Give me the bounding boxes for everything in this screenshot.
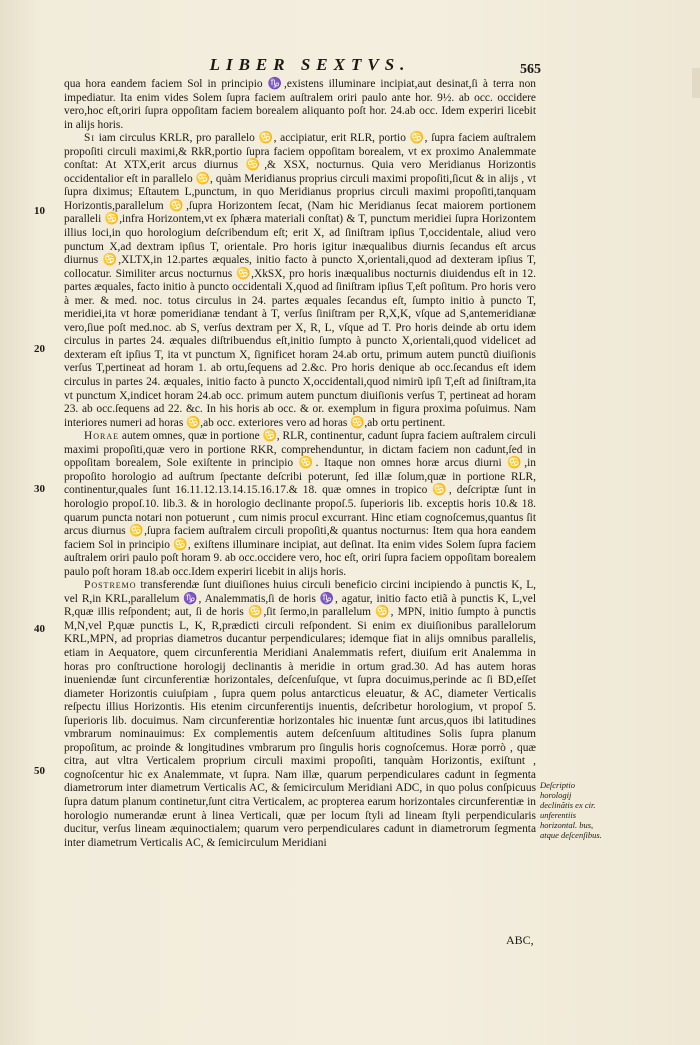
page-edge-mark: [692, 68, 700, 98]
line-number: 50: [34, 765, 45, 777]
paragraph-lead: Si: [84, 132, 95, 145]
paragraph-lead: Postremo: [84, 579, 137, 592]
main-text-block: [64, 78, 536, 850]
paragraph-lead: Horae: [84, 430, 120, 443]
catchword: ABC,: [506, 933, 534, 947]
paragraph: [64, 579, 536, 850]
running-head: LIBER SEXTVS.: [209, 55, 411, 74]
paragraph-text: iam circulus KRLR, pro parallelo ♋, accipiatur, erit RLR, portio ♋, ſupra faciem auſtralem propoſiti circuli maximi,& RkR,portio ſupra faciem oppoſitam borealem, vt ex proximo Analemmate conſtat: At XTX,erit arcus diurnus ♋,& XSX, nocturnus. Quia vero Meridianus Horizontis occidentalior eſt in parallelo ♋, quàm Meridianus proprius circuli maximi propoſiti,ſicut & in alijs , vt ſupra diximus; Eſtautem L,punctum, in quo Meridianus proprius circuli maximi propoſiti,tanquam Horizontis,parallelum ♋,ſupra Horizontem ſecat, (Nam hic Meridianus ſecat maiorem portionem paralleli ♋,infra Horizontem,vt ex ſphæra materiali conſtat) & T, punctum meridiei ſupra Horizontem illius loci,in quo horologium deſcribendum eſt; erit X, ad ſiniſtram ipſius T,occidentale, aliud vero punctum X,ad dextram ipſius T, orientale. Pro horis igitur inæqualibus diurnis ſecandus eſt arcus diurnus ♋,XLTX,in 12.partes æquales, initio facto à puncto X,orientali,quod ad dexteram ipſius T, collocatur. Similiter arcus nocturnus ♋,XkSX, pro horis inæqualibus nocturnis diuidendus eſt in 12. partes æquales, facto initio à puncto occidentali X,quod ad ſiniſtram ipſius T,eſt poſitum. Pro horis vero à mer. & med. noc. totus circulus in 24. partes æquales ſecandus eſt, ſumpto initio à puncto T, meridiei,ita vt horæ pomeridianæ tendant à T, verſus ſiniſtram per R,X,K, vſque ad S,antemeridianæ vero,ſiue poſt med.noc. ab S, verſus dextram per X, R, L, vſque ad T. Pro horis deinde ab ortu idem circulus in partes 24. æquales diſtribuendus eſt,initio ſumpto à puncto X,orientali,quod videlicet ad dexteram eſt ipſius T, ita vt punctum X, ſignificet horam 24.ab ortu, primum autem punctũ diuiſionis verſus T,pertineat ad horam 1. ab ortu,ſequens ad 2.&c. Pro horis denique ab occ.ſecandus eſt idem circulus in partes 24. æquales, initio facto à puncto X,occidentali,quod nimirũ ipſi T,eſt ad ſiniſtram,ita vt punctum X,indicet horam 24.ab occ. primum autem punctum diuiſionis verſus T, pertineat ad horam 23. ab occ.ſequens ad 22. &c. In his horis ab occ. & or. exemplum in figura proxima poſuimus. Nam interiores numeri ad horas ♋,ab occ. exteriores vero ad horas ♋,ab ortu pertinent.: [64, 132, 536, 429]
line-number: 30: [34, 483, 45, 495]
paragraph: [64, 78, 536, 132]
line-number: 40: [34, 623, 45, 635]
page-number: 565: [520, 62, 541, 77]
paragraph-text: transferendæ ſunt diuiſiones huius circuli beneficio circini incipiendo à punctis K, L, vel R,in KRL,parallelum ♑, Analemmatis,ſi de horis ♑, agatur, initio facto etiã à punctis K, L,vel R,quæ illis reſpondent; aut, ſi de horis ♋,ſit ſermo,in parallelum ♋, MPN, initio ſumpto à punctis M,N,vel P,quæ punctis L, K, R,prædicti circuli reſpondent. Si enim ex diuiſionibus parallelorum KRL,MPN, ad proprias diametros ducantur perpendiculares; idemque fiat in alijs omnibus parallelis, etiam in Aequatore, quem circunferentia Meridiani Analemmatis refert, diuiſum erit Analemma in horas pro conſtructione horologij declinantis à meridie in ortum grad.30. Ad has autem horas inueniendæ ſunt circunferentiæ horizontales, deſcenſuſque, vt ſupra docuimus,perinde ac ſi BD,eſſet diameter Horizontis cuiuſpiam , ſupra quem polus antarcticus eleuatur, & AC, diameter Verticalis reſpectu illius Horizontis. His etenim circunferentijs inuentis, deſcribetur horologium, vt propoſ 5. ſuperioris lib. docuimus. Nam circunferentiæ horizontales hic inuentæ ſunt arcus,quos ibi latitudines vmbrarum nominauimus: Ex complementis autem deſcenſuum altitudines Solis ſupra planum propoſitum, ac proinde & longitudines vmbrarum pro ſingulis horis cognoſcemus. Horæ porrò , quæ citra, aut vltra Verticalem proprium circuli maximi propoſiti, tanquàm Horizontis, exiſtunt , cognoſcentur hic ex Analemmate, vt ſupra. Nam illæ, quarum perpendiculares cadunt in ſegmenta diametrorum inter diametrum Verticalis AC, & ſemicirculum Meridiani ADC, in quo polus conſpicuus ſupra datum planum continetur,ſunt citra Verticalem, ac propterea earum horizontales circunferentiæ in horologio numerandæ erunt à linea Verticali, quæ per locum ſtyli ad lineam ſtyli perpendicularis ducitur, verſus lineam æquinoctialem; quarum vero perpendiculares cadunt in diametrorum ſegmenta inter diametrum Verticalis AC, & ſemicirculum Meridiani: [64, 579, 537, 849]
line-number: 10: [34, 205, 45, 217]
paragraph-text: autem omnes, quæ in portione ♋, RLR, continentur, cadunt ſupra faciem auſtralem circuli maximi propoſiti,quæ vero in portione RKR, comprehenduntur, in dictam faciem non cadunt,ſed in oppoſitam borealem, Sole exiſtente in principio ♋. Itaque non omnes horæ arcus diurni ♋,in propoſito horologio ad auſtrum ſpectante deſcribi poterunt, ſed illæ ſolum,quæ in portione RLR, continentur,quales ſunt 16.11.12.13.14.15.16.17.& 18. quæ omnes in tropico ♋, deſcriptæ ſunt in horologio propoſ.10. lib.3. & in horologio declinante propoſ.5. ſuperioris lib. exceptis horis 10.& 18. quarum puncta notari non potuerunt , cum nimis procul excurrant. Hinc etiam cognoſcemus,quantus ſit arcus diurnus ♋,ſupra faciem auſtralem circuli propoſiti,& quantus nocturnus: Item qua hora eandem faciem Sol in principio ♋, exiſtens illuminare incipiat, aut deſinat. Ita enim vides Solem ſupra faciem auſtralem oriri paulo poſt horam 9. ab occ.occidere vero, hoc eſt, oriri ſupra faciem oppoſitam borealem paulo poſt horam 18.ab occ.Idem experiri licebit in alijs horis.: [64, 430, 536, 578]
line-number: 20: [34, 343, 45, 355]
paragraph: [64, 132, 536, 430]
marginal-note: Deſcriptio horologij declinãtis ex cir. unferentiis horizontal. bus, atque deſcenſibus.: [540, 780, 602, 840]
paragraph: [64, 430, 536, 579]
paragraph-text: qua hora eandem faciem Sol in principio ♑,existens illuminare incipiat,aut desinat,ſi à terra non impediatur. Ita enim vides Solem ſupra faciem auſtralem oriri paulo ante hor. 9½. ab occ. occidere vero,hoc eſt,oriri ſupra oppoſitam faciem borealem aliquanto poſt hor. 24.ab occ. Idem experiri licebit in alijs horis.: [64, 78, 536, 131]
